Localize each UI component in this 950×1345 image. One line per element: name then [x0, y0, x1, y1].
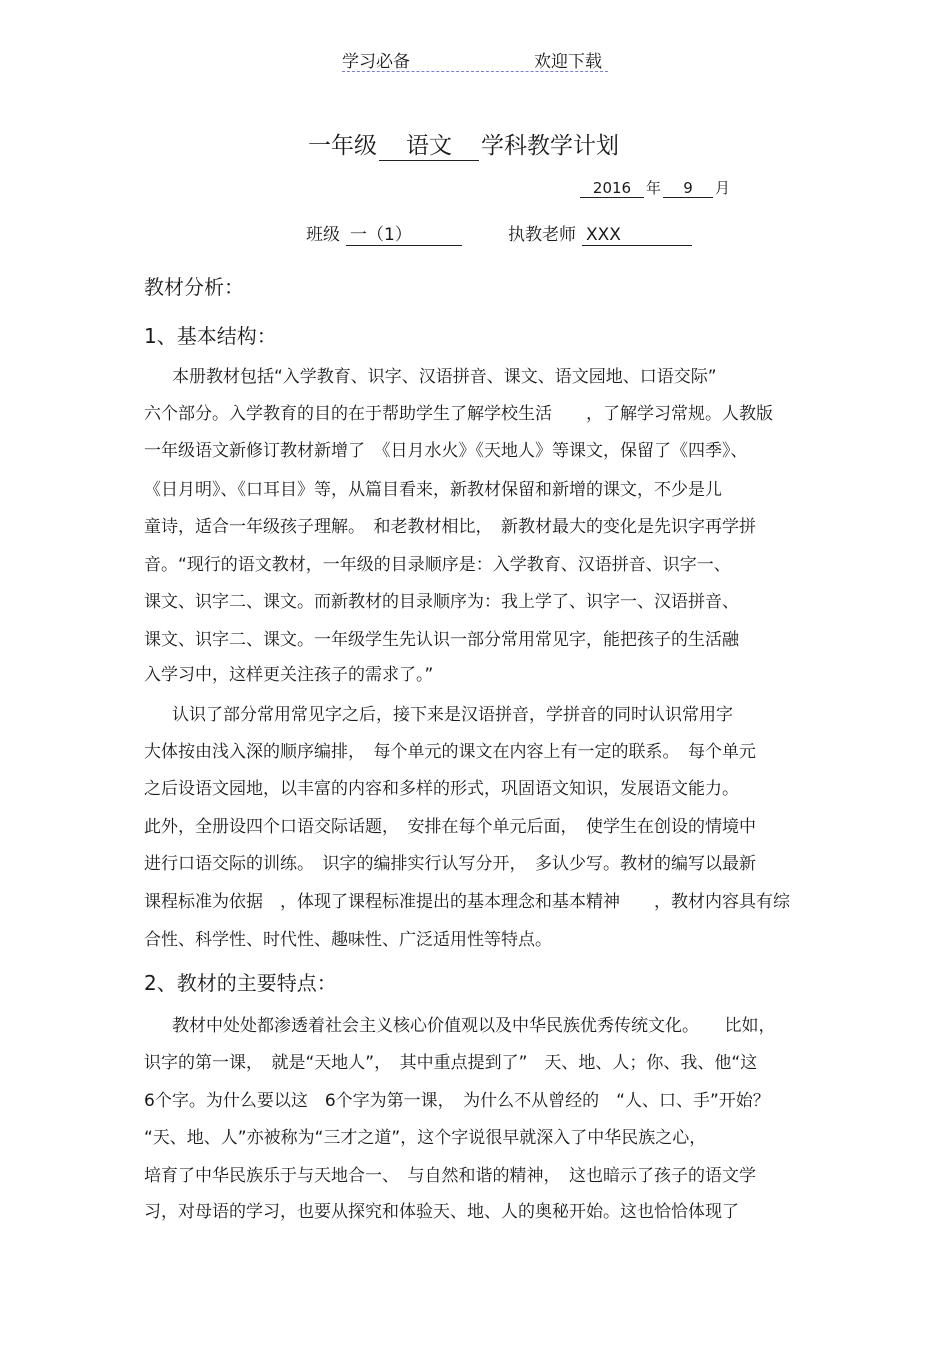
paragraph-line: “天、地、人”亦被称为“三才之道”，这个字说很早就深入了中华民族之心，: [144, 1128, 707, 1148]
paragraph-line: 《日月明》、《口耳目》等，从篇目看来，新教材保留和新增的课文，不少是儿: [144, 480, 722, 500]
paragraph-line: 进行口语交际的训练。 识字的编排实行认写分开， 多认少写。教材的编写以最新: [144, 854, 756, 874]
title-prefix: 一年级: [308, 133, 377, 159]
page-title: [308, 127, 619, 161]
header-left: 学习必备: [342, 52, 410, 72]
paragraph-line: 之后设语文园地，以丰富的内容和多样的形式，巩固语文知识，发展语文能力。: [144, 779, 739, 799]
paragraph-line: 本册教材包括“入学教育、识字、汉语拼音、课文、语文园地、口语交际”: [172, 367, 717, 387]
title-suffix: 学科教学计划: [481, 133, 619, 159]
paragraph-line: 一年级语文新修订教材新增了 《日月水火》《天地人》等课文，保留了《四季》、: [144, 441, 748, 461]
paragraph-line: 入学习中，这样更关注孩子的需求了。”: [144, 665, 434, 685]
paragraph-line: 教材中处处都渗透着社会主义核心价值观以及中华民族优秀传统文化。 比如，: [172, 1016, 776, 1036]
date-year: 2016: [580, 179, 644, 198]
paragraph-line: 合性、科学性、时代性、趣味性、广泛适用性等特点。: [144, 930, 552, 950]
class-value: 一（1）: [346, 220, 462, 246]
paragraph-line: 六个部分。入学教育的目的在于帮助学生了解学校生活 ，了解学习常规。人教版: [144, 404, 773, 424]
date-line: [580, 177, 730, 198]
paragraph-line: 习，对母语的学习，也要从探究和体验天、地、人的奥秘开始。这也恰恰体现了: [144, 1202, 739, 1222]
header-right: 欢迎下载: [534, 52, 602, 72]
date-year-unit: 年: [646, 179, 662, 197]
paragraph-line: 认识了部分常用常见字之后，接下来是汉语拼音，学拼音的同时认识常用字: [172, 705, 733, 725]
section2-heading: 2、教材的主要特点：: [144, 971, 337, 995]
date-month: 9: [663, 179, 713, 198]
paragraph-line: 培育了中华民族乐于与天地合一、 与自然和谐的精神， 这也暗示了孩子的语文学: [144, 1166, 756, 1186]
teacher-value: XXX: [582, 225, 692, 246]
paragraph-line: 课文、识字二、课文。一年级学生先认识一部分常用常见字，能把孩子的生活融: [144, 630, 739, 650]
header-dashed-rule: [342, 71, 608, 72]
paragraph-line: 识字的第一课， 就是“天地人”， 其中重点提到了” 天、地、人；你、我、他“这: [144, 1053, 758, 1073]
paragraph-line: 此外，全册设四个口语交际话题， 安排在每个单元后面， 使学生在创设的情境中: [144, 817, 756, 837]
paragraph-line: 大体按由浅入深的顺序编排， 每个单元的课文在内容上有一定的联系。 每个单元: [144, 742, 756, 762]
class-label: 班级: [306, 225, 340, 245]
class-info: [306, 220, 692, 246]
paragraph-line: 6个字。为什么要以这 6个字为第一课， 为什么不从曾经的 “人、口、手”开始？: [144, 1091, 770, 1111]
section1-heading: 1、基本结构：: [144, 324, 277, 348]
teacher-label: 执教老师: [508, 225, 576, 245]
date-month-unit: 月: [715, 179, 731, 197]
paragraph-line: 课程标准为依据 ，体现了课程标准提出的基本理念和基本精神 ，教材内容具有综: [144, 892, 790, 912]
section-main-heading: 教材分析：: [144, 275, 244, 299]
paragraph-line: 童诗，适合一年级孩子理解。 和老教材相比， 新教材最大的变化是先识字再学拼: [144, 517, 756, 537]
paragraph-line: 音。“现行的语文教材，一年级的目录顺序是：入学教育、汉语拼音、识字一、: [144, 555, 731, 575]
paragraph-line: 课文、识字二、课文。而新教材的目录顺序为：我上学了、识字一、汉语拼音、: [144, 592, 739, 612]
title-subject: 语文: [379, 127, 479, 161]
